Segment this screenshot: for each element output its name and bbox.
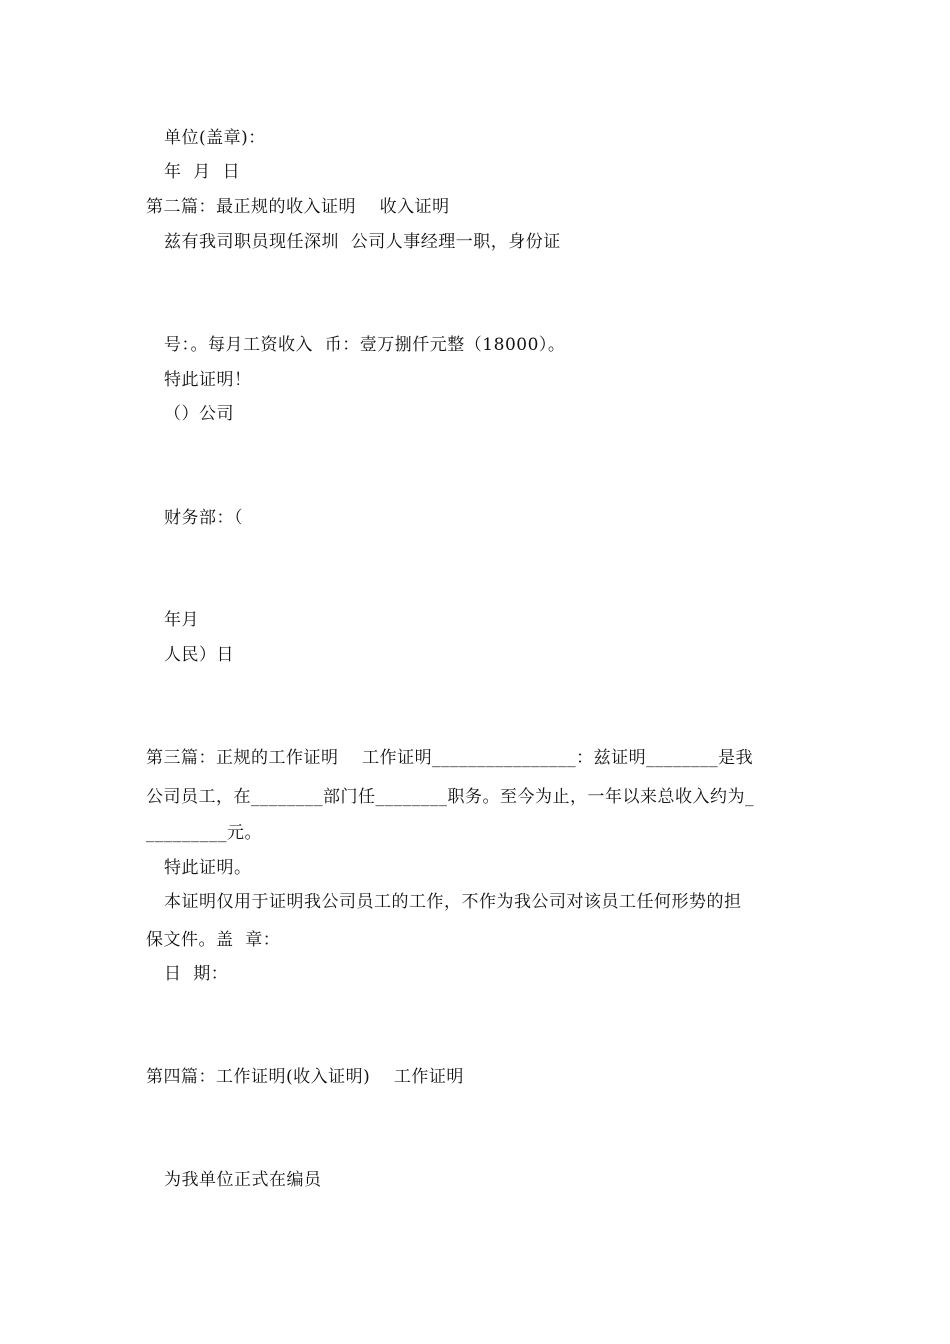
day-line: 人民）日: [164, 645, 234, 665]
section-3-body-line: 公司员工，在________部门任________职务。至今为止，一年以来总收入约为_: [146, 787, 754, 807]
seal-line: 保文件。盖 章：: [146, 930, 281, 950]
date-line: 年 月 日: [164, 162, 241, 182]
company-line: （）公司: [164, 404, 234, 424]
certify-line: 特此证明！: [164, 370, 252, 390]
certify-line: 特此证明。: [164, 858, 252, 878]
unit-seal-line: 单位(盖章)：: [164, 128, 266, 148]
section-4-heading: 第四篇：工作证明(收入证明) 工作证明: [146, 1067, 464, 1087]
year-month-line: 年月: [164, 610, 199, 630]
income-line: 号：。每月工资收入 币：壹万捌仟元整（18000）。: [164, 335, 566, 355]
disclaimer-line: 本证明仅用于证明我公司员工的工作，不作为我公司对该员工任何形势的担: [164, 892, 742, 912]
section-2-heading: 第二篇：最正规的收入证明 收入证明: [146, 197, 450, 217]
section-3-amount-line: _________元。: [146, 823, 262, 843]
section-4-body-line: 为我单位正式在编员: [164, 1170, 322, 1190]
finance-dept-line: 财务部：（: [164, 508, 243, 528]
date-label-line: 日 期：: [164, 964, 229, 984]
section-2-body-line: 兹有我司职员现任深圳 公司人事经理一职，身份证: [164, 232, 561, 252]
section-3-heading: 第三篇：正规的工作证明 工作证明________________：兹证明________是我: [146, 748, 754, 768]
